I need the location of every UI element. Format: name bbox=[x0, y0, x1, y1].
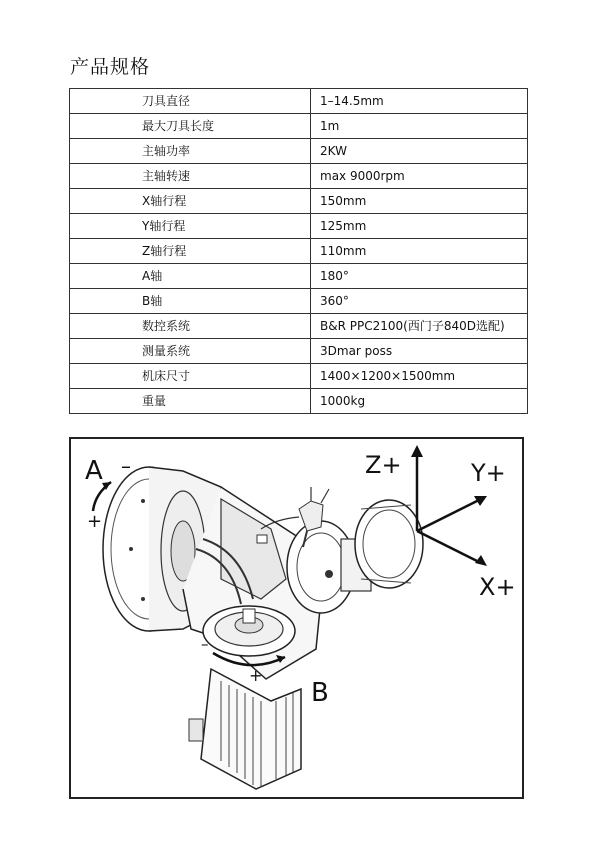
spec-value: B&R PPC2100(西门子840D选配) bbox=[311, 314, 528, 339]
spec-row bbox=[70, 314, 528, 339]
spec-key: Y轴行程 bbox=[70, 214, 311, 239]
spec-row bbox=[70, 289, 528, 314]
spec-key: Z轴行程 bbox=[70, 239, 311, 264]
tool-holder bbox=[299, 501, 323, 531]
spec-row bbox=[70, 214, 528, 239]
spec-key: X轴行程 bbox=[70, 189, 311, 214]
spec-key: 主轴转速 bbox=[70, 164, 311, 189]
spec-key: B轴 bbox=[70, 289, 311, 314]
spec-key: 刀具直径 bbox=[70, 89, 311, 114]
z-arrow-head bbox=[411, 445, 423, 457]
spec-key: 重量 bbox=[70, 389, 311, 414]
spec-value: 1400×1200×1500mm bbox=[311, 364, 528, 389]
machine-diagram bbox=[69, 437, 524, 799]
spec-row bbox=[70, 389, 528, 414]
a-arc-arrow bbox=[93, 482, 111, 511]
a-axis-label: A bbox=[85, 456, 103, 486]
spec-value: 125mm bbox=[311, 214, 528, 239]
z-axis-label: Z+ bbox=[365, 451, 402, 479]
spec-value: 360° bbox=[311, 289, 528, 314]
page-title: 产品规格 bbox=[70, 56, 151, 78]
spec-key: 主轴功率 bbox=[70, 139, 311, 164]
spec-key: A轴 bbox=[70, 264, 311, 289]
spec-key: 机床尺寸 bbox=[70, 364, 311, 389]
a-minus-label: – bbox=[121, 454, 131, 478]
spec-row bbox=[70, 139, 528, 164]
spec-row bbox=[70, 239, 528, 264]
spec-row bbox=[70, 339, 528, 364]
spec-value: 180° bbox=[311, 264, 528, 289]
y-axis-label: Y+ bbox=[471, 459, 506, 487]
spec-value: 3Dmar poss bbox=[311, 339, 528, 364]
spec-row bbox=[70, 364, 528, 389]
x-axis-label: X+ bbox=[479, 573, 516, 601]
spec-row bbox=[70, 114, 528, 139]
spec-table bbox=[69, 88, 528, 414]
spec-value: 150mm bbox=[311, 189, 528, 214]
spec-row bbox=[70, 189, 528, 214]
b-axis-label: B bbox=[311, 678, 329, 708]
a-plus-label: + bbox=[87, 511, 103, 532]
spec-key: 测量系统 bbox=[70, 339, 311, 364]
spec-value: 2KW bbox=[311, 139, 528, 164]
spindle-motor bbox=[355, 500, 423, 588]
spec-row bbox=[70, 164, 528, 189]
spec-value: max 9000rpm bbox=[311, 164, 528, 189]
spec-value: 110mm bbox=[311, 239, 528, 264]
spec-value: 1000kg bbox=[311, 389, 528, 414]
spec-key: 数控系统 bbox=[70, 314, 311, 339]
spec-key: 最大刀具长度 bbox=[70, 114, 311, 139]
spec-row bbox=[70, 89, 528, 114]
b-minus-label: – bbox=[201, 635, 209, 653]
b-plus-label: + bbox=[249, 666, 263, 685]
machine-drawing bbox=[71, 439, 522, 797]
spec-value: 1m bbox=[311, 114, 528, 139]
spec-row bbox=[70, 264, 528, 289]
spec-value: 1–14.5mm bbox=[311, 89, 528, 114]
